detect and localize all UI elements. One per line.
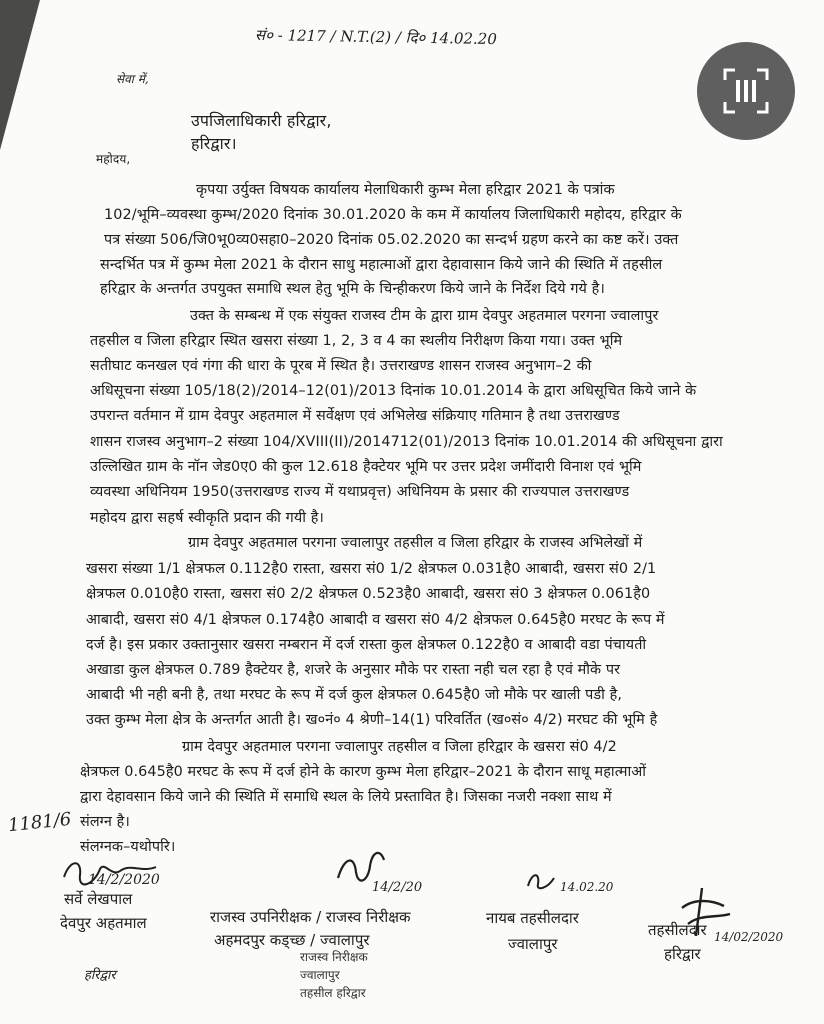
inspector-date: 14/2/20 (372, 880, 423, 895)
body-line: उक्त के सम्बन्ध में एक संयुक्त राजस्व टीम के द्वारा ग्राम देवपुर अहतमाल परगना ज्वालापुर (190, 308, 659, 324)
inspector-stamp-line1: राजस्व निरीक्षक (300, 950, 368, 964)
naib-tehsildar-date: 14.02.20 (560, 880, 614, 894)
tehsildar-place: हरिद्वार (664, 945, 701, 963)
scan-document-button[interactable] (697, 42, 795, 140)
naib-tehsildar-title: नायब तहसीलदार (486, 909, 579, 927)
addressee-line1: उपजिलाधिकारी हरिद्वार, (191, 111, 332, 130)
body-line: अखाडा कुल क्षेत्रफल 0.789 हैक्टेयर है, शजरे के अनुसार मौके पर रास्ता नही चल रहा है एवं मौके पर (86, 662, 621, 678)
body-line: व्यवस्था अधिनियम 1950(उत्तराखण्ड राज्य में यथाप्रवृत्त) अधिनियम के प्रसार की राज्यपाल उत्तराखण्ड (90, 484, 630, 500)
body-line: क्षेत्रफल 0.645है0 मरघट के रूप में दर्ज होने के कारण कुम्भ मेला हरिद्वार–2021 के दौरान साधू महात्माओं (80, 764, 647, 780)
addressee-line2: हरिद्वार। (191, 134, 237, 153)
body-line: 102/भूमि–व्यवस्था कुम्भ/2020 दिनांक 30.01.2020 के कम में कार्यालय जिलाधिकारी महोदय, हरिद्वार के (104, 207, 682, 223)
body-line: द्वारा देहावसान किये जाने की स्थिति में समाधि स्थल के लिये प्रस्तावित है। जिसका नजरी नक्शा साथ में (80, 789, 612, 805)
body-line: पत्र संख्या 506/जि0भू0व्य0सहा0–2020 दिनांक 05.02.2020 का सन्दर्भ ग्रहण करने का कष्ट करें। उक्त (104, 232, 679, 248)
surveyor-dist: हरिद्वार (84, 968, 116, 983)
body-line: सन्दर्भित पत्र में कुम्भ मेला 2021 के दौरान साधु महात्माओं द्वारा देहावासान किये जाने की स्थिति में तहसील (100, 257, 663, 273)
body-line: सतीघाट कनखल एवं गंगा की धारा के पूरब में स्थित है। उत्तराखण्ड शासन राजस्व अनुभाग–2 की (90, 358, 592, 374)
body-line: आबादी, खसरा सं0 4/1 क्षेत्रफल 0.174है0 आबादी व खसरा सं0 4/2 क्षेत्रफल 0.645है0 मरघट के रूप में (86, 612, 665, 628)
body-line: क्षेत्रफल 0.010है0 रास्ता, खसरा सं0 2/2 क्षेत्रफल 0.523है0 आबादी, खसरा सं0 3 क्षेत्रफल 0.061है0 (86, 586, 651, 602)
surveyor-date: 14/2/2020 (88, 872, 160, 888)
page-fold-shadow (0, 0, 40, 150)
body-line: तहसील व जिला हरिद्वार स्थित खसरा संख्या 1, 2, 3 व 4 का स्थलीय निरीक्षण किया गया। उक्त भूमि (90, 333, 623, 349)
body-line: अधिसूचना संख्या 105/18(2)/2014–12(01)/2013 दिनांक 10.01.2014 के द्वारा अधिसूचित किये जाने के (90, 383, 697, 399)
body-line: कृपया उर्युक्त विषयक कार्यालय मेलाधिकारी कुम्भ मेला हरिद्वार 2021 के पत्रांक (196, 182, 615, 198)
body-line: उल्लिखित ग्राम के नॉन जेड0ए0 की कुल 12.618 हैक्टेयर भूमि पर उत्तर प्रदेश जमींदारी विनाश एवं भूमि (90, 459, 642, 475)
naib-tehsildar-place: ज्वालापुर (508, 935, 558, 953)
surveyor-place: देवपुर अहतमाल (60, 914, 147, 932)
body-line: दर्ज है। इस प्रकार उक्तानुसार खसरा नम्बरान में दर्ज रास्ता कुल क्षेत्रफल 0.122है0 व आबादी वडा पंचायती (86, 637, 647, 653)
tehsildar-date: 14/02/2020 (714, 930, 784, 944)
body-line: आबादी भी नही बनी है, तथा मरघट के रूप में दर्ज कुल क्षेत्रफल 0.645है0 जो मौके पर खाली पडी है, (86, 687, 623, 703)
body-line: संलग्न है। (80, 814, 130, 830)
body-line: महोदय द्वारा सहर्ष स्वीकृति प्रदान की गयी है। (90, 510, 324, 526)
body-line: ग्राम देवपुर अहतमाल परगना ज्वालापुर तहसील व जिला हरिद्वार के खसरा सं0 4/2 (182, 739, 617, 755)
document-scan-icon (721, 66, 771, 116)
naib-tehsildar-signature (524, 868, 564, 894)
reference-number: सं० - 1217 / N.T.(2) / दि० 14.02.20 (254, 25, 498, 49)
sewa-me: सेवा में, (116, 72, 149, 86)
salutation: महोदय, (96, 152, 131, 166)
body-line: हरिद्वार के अन्तर्गत उपयुक्त समाधि स्थल हेतु भूमि के चिन्हीकरण किये जाने के निर्देश दिये गये है। (100, 281, 605, 297)
surveyor-title: सर्वे लेखपाल (64, 890, 133, 908)
body-line: उक्त कुम्भ मेला क्षेत्र के अन्तर्गत आती है। ख०नं० 4 श्रेणी–14(1) परिवर्तित (ख०सं० 4/2) मरघट की भूमि है (86, 712, 658, 728)
margin-number: 1181/6 (7, 808, 73, 837)
inspector-stamp-line2: ज्वालापुर (300, 968, 340, 982)
inspector-title: राजस्व उपनिरीक्षक / राजस्व निरीक्षक (210, 908, 411, 926)
body-line: खसरा संख्या 1/1 क्षेत्रफल 0.112है0 रास्ता, खसरा सं0 1/2 क्षेत्रफल 0.031है0 आबादी, खसरा सं0 2/1 (86, 561, 657, 577)
body-line: संलग्नक–यथोपरि। (80, 839, 176, 855)
tehsildar-title: तहसीलदार (648, 921, 707, 939)
body-line: उपरान्त वर्तमान में ग्राम देवपुर अहतमाल में सर्वेक्षण एवं अभिलेख संक्रियाए गतिमान है तथा उत्तराखण्ड (90, 408, 620, 424)
body-line: ग्राम देवपुर अहतमाल परगना ज्वालापुर तहसील व जिला हरिद्वार के राजस्व अभिलेखों में (188, 535, 643, 551)
body-line: शासन राजस्व अनुभाग–2 संख्या 104/XVIII(II)/2014712(01)/2013 दिनांक 10.01.2014 की अधिसूचना द्वारा (90, 434, 723, 450)
inspector-place: अहमदपुर कड्च्छ / ज्वालापुर (214, 931, 370, 949)
inspector-stamp-line3: तहसील हरिद्वार (300, 986, 366, 1000)
